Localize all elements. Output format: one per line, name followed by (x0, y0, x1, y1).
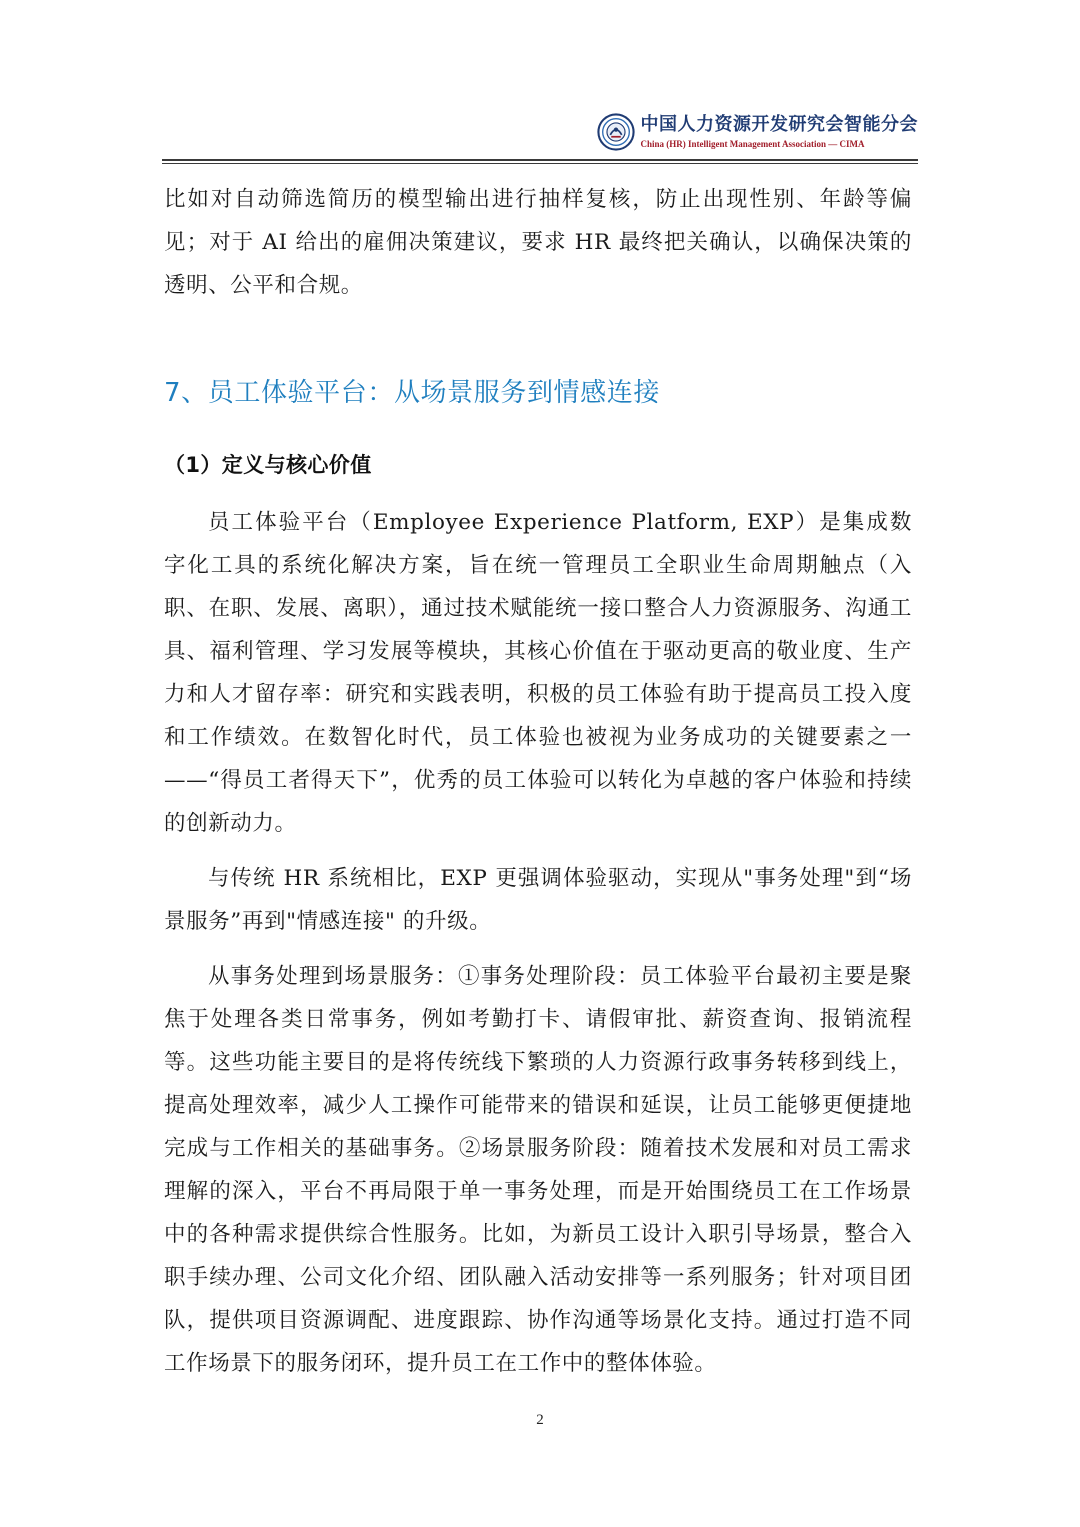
spacer (164, 413, 912, 445)
page-number: 2 (536, 1412, 544, 1428)
header-divider-thin (162, 163, 918, 164)
intro-paragraph: 比如对自动筛选简历的模型输出进行抽样复核，防止出现性别、年龄等偏见；对于 AI 给出的雇佣决策建议，要求 HR 最终把关确认，以确保决策的透明、公平和合规。 (164, 187, 912, 298)
page-header (162, 108, 918, 160)
association-logo-icon (597, 113, 635, 151)
spacer (164, 485, 912, 501)
subsection-title: （1）定义与核心价值 (164, 453, 372, 477)
header-logo-block (597, 108, 919, 156)
spacer (164, 943, 912, 955)
org-name-english: China (HR) Intelligent Management Association — CIMA (640, 139, 865, 149)
org-name-chinese: 中国人力资源开发研究会智能分会 (640, 114, 918, 135)
body-paragraph-comparison: 与传统 HR 系统相比，EXP 更强调体验驱动，实现从"事务处理"到“场景服务”再到"情感连接" 的升级。 (164, 866, 912, 934)
spacer (164, 845, 912, 857)
spacer (164, 307, 912, 373)
header-divider (162, 159, 918, 161)
section-title: 7、员工体验平台：从场景服务到情感连接 (164, 378, 660, 408)
body-paragraph-stages: 从事务处理到场景服务：①事务处理阶段：员工体验平台最初主要是聚焦于处理各类日常事务，例如考勤打卡、请假审批、薪资查询、报销流程等。这些功能主要目的是将传统线下繁琐的人力资源行政事务转移到线上，提高处理效率，减少人工操作可能带来的错误和延误，让员工能够更便捷地完成与工作相关的基础事务。②场景服务阶段：随着技术发展和对员工需求理解的深入，平台不再局限于单一事务处理，而是开始围绕员工在工作场景中的各种需求提供综合性服务。比如，为新员工设计入职引导场景，整合入职手续办理、公司文化介绍、团队融入活动安排等一系列服务；针对项目团队，提供项目资源调配、进度跟踪、协作沟通等场景化支持。通过打造不同工作场景下的服务闭环，提升员工在工作中的整体体验。 (164, 964, 912, 1376)
page-content (164, 178, 912, 1385)
body-paragraph-definition: 员工体验平台（Employee Experience Platform, EXP）是集成数字化工具的系统化解决方案，旨在统一管理员工全职业生命周期触点（入职、在职、发展、离职），通过技术赋能统一接口整合人力资源服务、沟通工具、福利管理、学习发展等模块，其核心价值在于驱动更高的敬业度、生产力和人才留存率：研究和实践表明，积极的员工体验有助于提高员工投入度和工作绩效。在数智化时代，员工体验也被视为业务成功的关键要素之一——“得员工者得天下”，优秀的员工体验可以转化为卓越的客户体验和持续的创新动力。 (164, 510, 912, 836)
